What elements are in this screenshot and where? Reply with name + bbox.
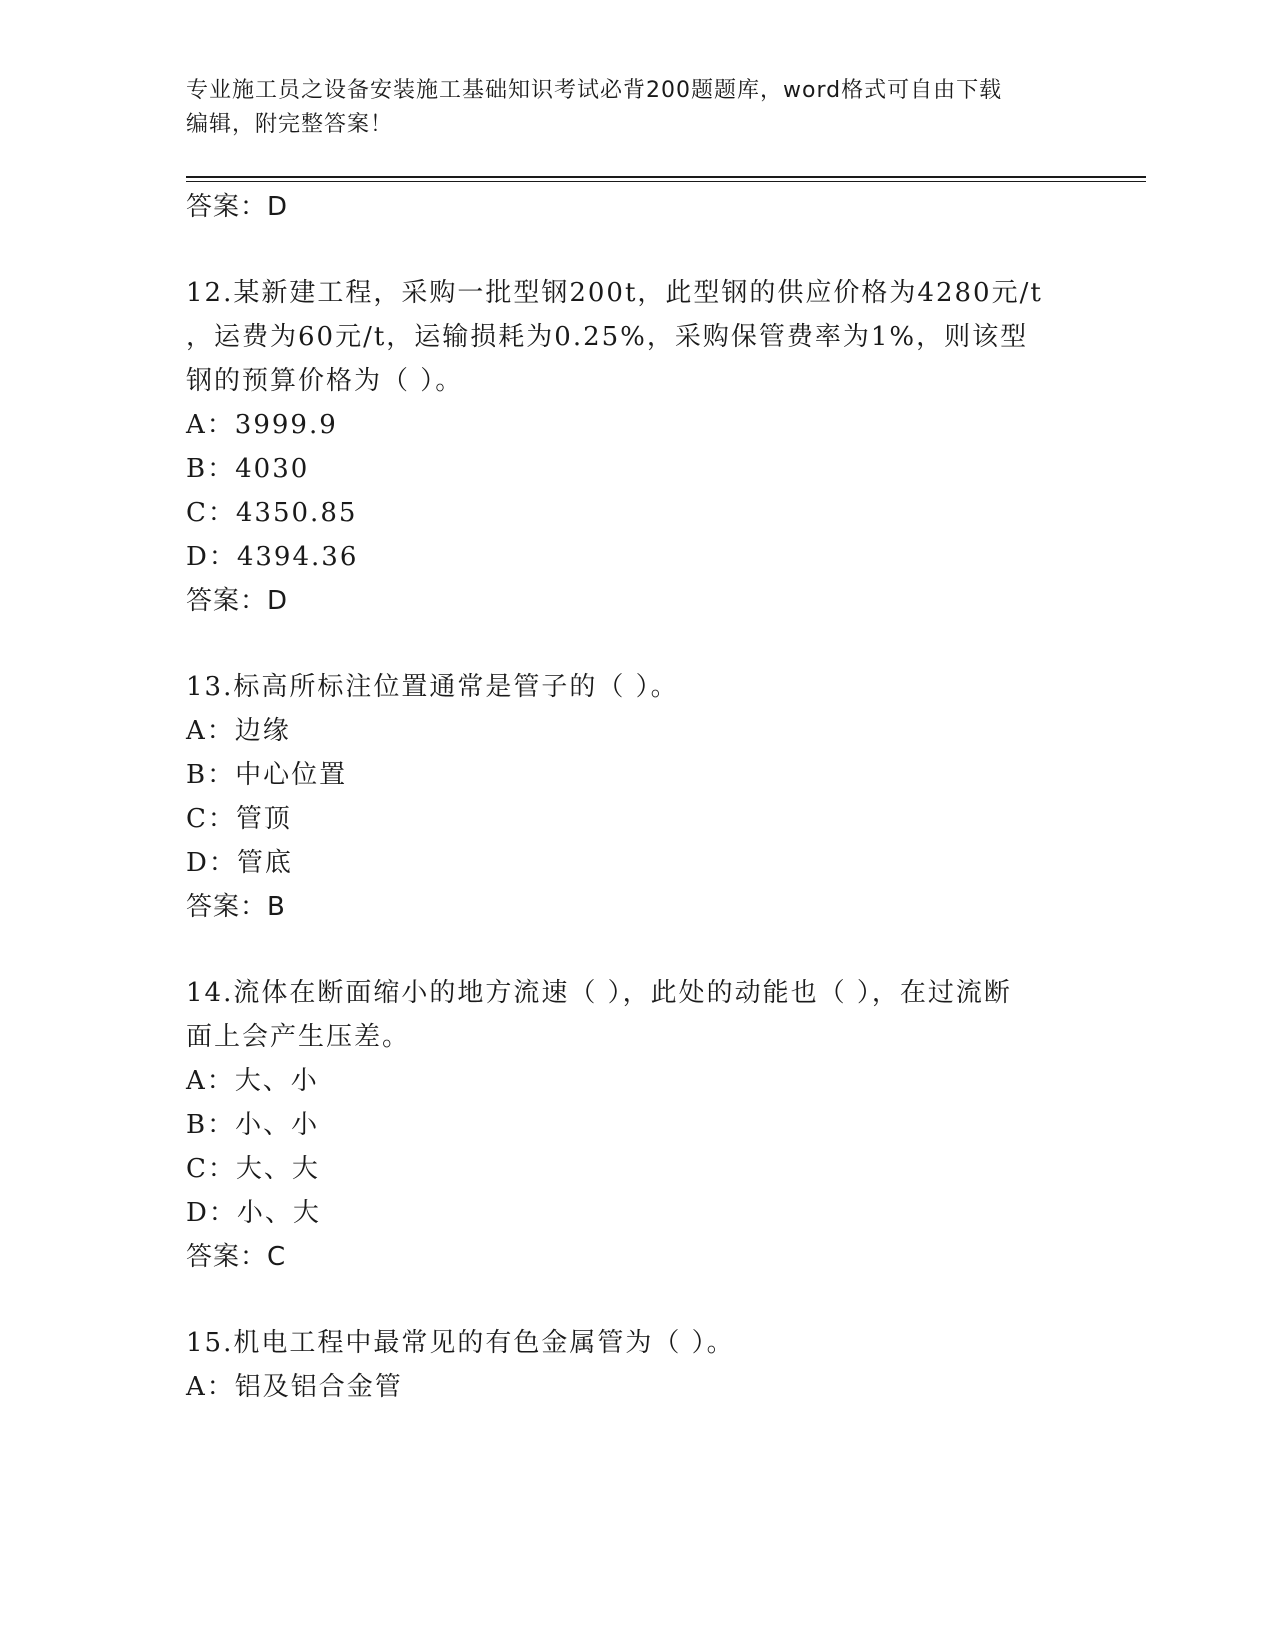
header-line-1: 专业施工员之设备安装施工基础知识考试必背200题题库，word格式可自由下载 <box>186 78 1003 103</box>
question-14-option-c: C：大、大 <box>186 1154 320 1184</box>
question-13-answer: 答案：B <box>186 892 286 922</box>
question-12-option-d: D：4394.36 <box>186 542 359 572</box>
question-14-line-1: 14.流体在断面缩小的地方流速（ ），此处的动能也（ ），在过流断 <box>186 978 1012 1008</box>
question-13-line-1: 13.标高所标注位置通常是管子的（ ）。 <box>186 672 679 702</box>
question-12-option-c: C：4350.85 <box>186 498 358 528</box>
question-15-line-1: 15.机电工程中最常见的有色金属管为（ ）。 <box>186 1328 735 1358</box>
header-divider-thin <box>186 181 1146 182</box>
question-15-option-a: A：铝及铝合金管 <box>186 1372 403 1402</box>
question-12-line-2: ，运费为60元/t，运输损耗为0.25%，采购保管费率为1%，则该型 <box>186 322 1029 352</box>
question-14-line-2: 面上会产生压差。 <box>186 1022 411 1052</box>
question-13-option-a: A：边缘 <box>186 716 291 746</box>
header-divider-thick <box>186 176 1146 178</box>
question-12-line-3: 钢的预算价格为（ ）。 <box>186 366 464 396</box>
previous-answer: 答案：D <box>186 192 289 222</box>
question-12-option-a: A：3999.9 <box>186 410 338 440</box>
question-14-option-d: D：小、大 <box>186 1198 321 1228</box>
question-13-option-c: C：管顶 <box>186 804 292 834</box>
question-12-line-1: 12.某新建工程，采购一批型钢200t，此型钢的供应价格为4280元/t <box>186 278 1043 308</box>
header-line-2: 编辑，附完整答案！ <box>186 112 394 137</box>
question-13-option-b: B：中心位置 <box>186 760 348 790</box>
question-12-answer: 答案：D <box>186 586 289 616</box>
question-14-answer: 答案：C <box>186 1242 287 1272</box>
document-header <box>186 74 1086 142</box>
question-12-option-b: B：4030 <box>186 454 310 484</box>
question-13-option-d: D：管底 <box>186 848 293 878</box>
question-14-option-b: B：小、小 <box>186 1110 320 1140</box>
question-14-option-a: A：大、小 <box>186 1066 319 1096</box>
